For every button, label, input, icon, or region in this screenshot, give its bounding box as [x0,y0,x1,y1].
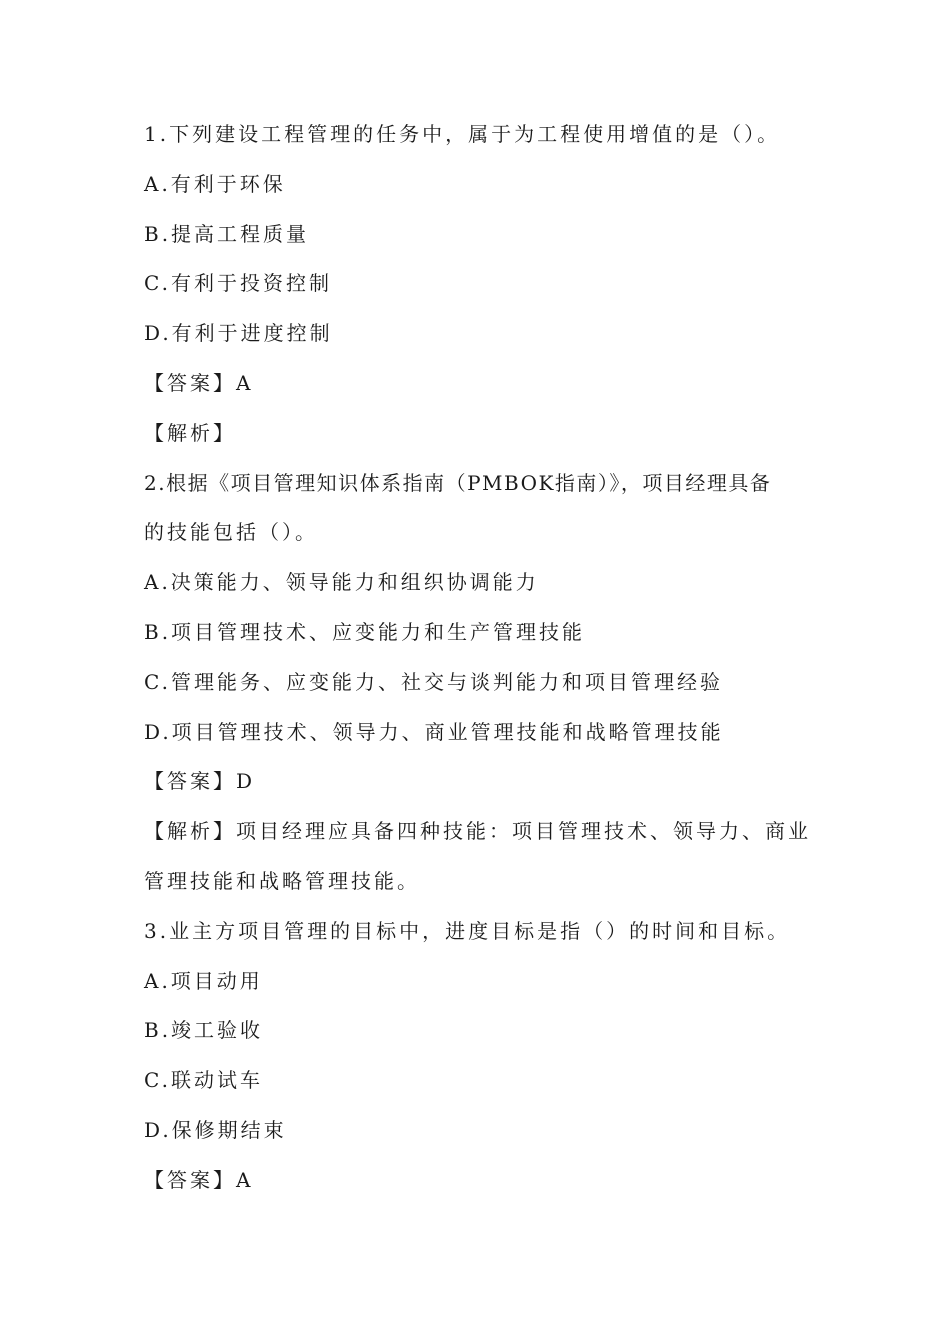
question-1-stem: 1.下列建设工程管理的任务中，属于为工程使用增值的是（）。 [144,122,781,146]
question-2-stem-line-2: 的技能包括（）。 [144,520,318,545]
question-3-stem: 3.业主方项目管理的目标中，进度目标是指（）的时间和目标。 [144,918,791,943]
question-3-option-d: D.保修期结束 [144,1117,287,1142]
question-1-option-c: C.有利于投资控制 [144,271,332,296]
question-1-option-d: D.有利于进度控制 [144,321,333,346]
question-3-option-c: C.联动试车 [144,1068,263,1093]
question-1-option-b: B.提高工程质量 [144,221,310,246]
question-1-analysis: 【解析】 [144,420,236,445]
question-2-stem-line-1: 2.根据《项目管理知识体系指南（PMBOK指南）》，项目经理具备 [144,470,772,495]
question-1-option-a: A.有利于环保 [144,171,286,196]
question-3-option-a: A.项目动用 [144,968,263,993]
question-1-answer: 【答案】A [144,370,254,395]
question-3-option-b: B.竣工验收 [144,1018,264,1043]
question-2-option-d: D.项目管理技术、领导力、商业管理技能和战略管理技能 [144,719,724,744]
question-2-analysis-line-1: 【解析】项目经理应具备四种技能：项目管理技术、领导力、商业 [144,819,811,844]
question-2-option-b: B.项目管理技术、应变能力和生产管理技能 [144,619,586,644]
question-3-answer: 【答案】A [144,1167,254,1192]
question-2-answer: 【答案】D [144,769,256,794]
question-2-option-c: C.管理能务、应变能力、社交与谈判能力和项目管理经验 [144,669,723,694]
document-body [144,110,824,1206]
question-2-analysis-line-2: 管理技能和战略管理技能。 [144,868,420,893]
question-2-option-a: A.决策能力、领导能力和组织协调能力 [144,570,539,595]
